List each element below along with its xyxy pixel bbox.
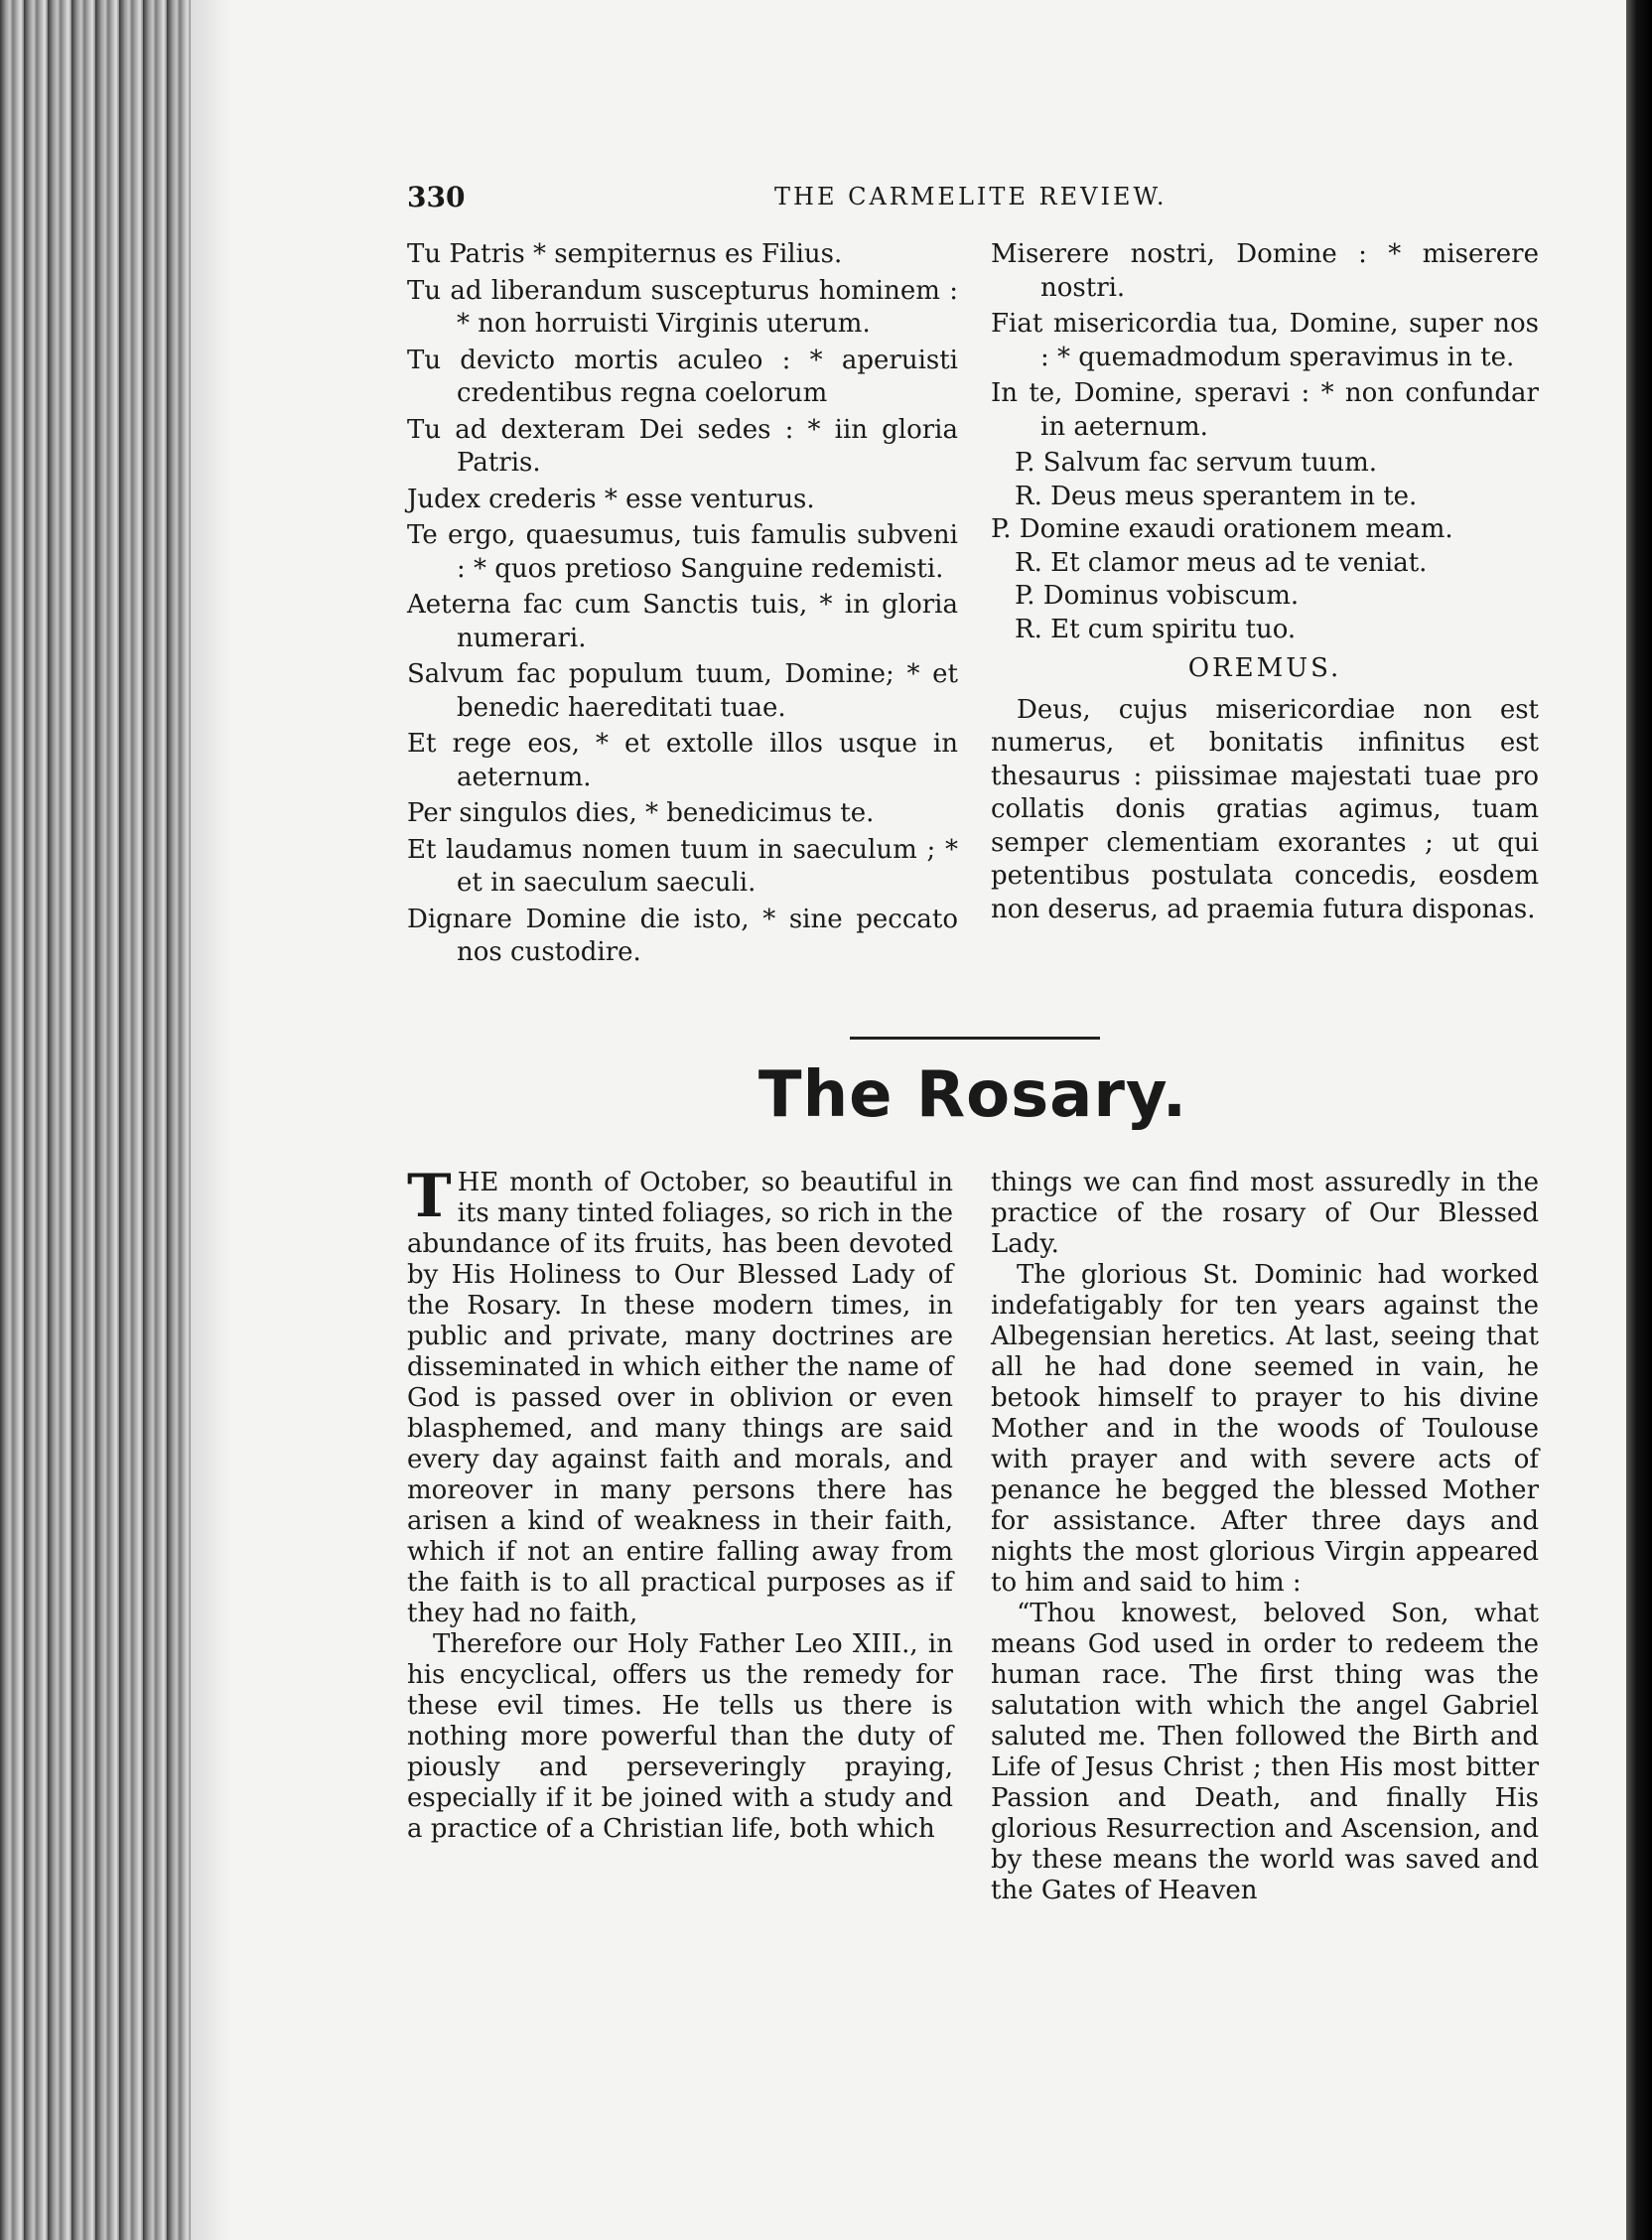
hymn-verse: Tu Patris * sempiternus es Filius. <box>407 239 843 269</box>
article-paragraph: Therefore our Holy Father Leo XIII., in his encyclical, offers us the remedy for these evil times. He tells us there is nothing more powerful than the duty of piously and perseveringly praying, especially if it be joined with a study and a practice of a Christian life, both which <box>407 1629 953 1844</box>
versicle-response: R. Deus meus sperantem in te. <box>1015 481 1418 511</box>
book-binding-edge <box>0 0 230 2240</box>
hymn-verse: Fiat misericordia tua, Domine, super nos : * quemadmodum speravimus in te. <box>991 309 1539 372</box>
hymn-verse: Dignare Domine die isto, * sine peccato nos custodire. <box>407 904 958 967</box>
article-paragraph <box>407 1162 953 1629</box>
versicle-response: P. Dominus vobiscum. <box>1015 581 1300 611</box>
hymn-verse: Tu devicto mortis aculeo : * aperuisti credentibus regna coelorum <box>407 345 958 408</box>
hymn-verse: Salvum fac populum tuum, Domine; * et benedic haereditati tuae. <box>407 659 958 723</box>
hymn-verse: Te ergo, quaesumus, tuis famulis subveni : * quos pretioso Sanguine redemisti. <box>407 520 958 584</box>
hymn-verse: Judex crederis * esse venturus. <box>407 484 815 514</box>
article-paragraph: things we can find most assuredly in the practice of the rosary of Our Blessed Lady. <box>991 1168 1539 1259</box>
article-right-column <box>991 1168 1539 1906</box>
running-head <box>407 181 1539 220</box>
page-right-edge <box>1626 0 1652 2240</box>
hymn-verse: Miserere nostri, Domine : * miserere nostri. <box>991 239 1539 303</box>
versicle-response: P. Domine exaudi orationem meam. <box>991 514 1453 544</box>
versicle-response: P. Salvum fac servum tuum. <box>1015 448 1378 478</box>
page-number: 330 <box>407 181 466 213</box>
hymn-verse: Tu ad liberandum suscepturus hominem : * non horruisti Virginis uterum. <box>407 275 958 339</box>
hymn-verse: Et laudamus nomen tuum in saeculum ; * et in saeculum saeculi. <box>407 834 958 898</box>
hymn-right-column <box>991 238 1539 926</box>
paragraph-text: HE month of October, so beautiful in its many tinted foliages, so rich in the abundance of its fruits, has been devoted by His Holiness to Our Blessed Lady of the Rosary. In these modern times, in public and private, many doctrines are disseminated in which either the name of God is passed over in oblivion or even blasphemed, and many things are said every day against faith and morals, and moreover in many persons there has arisen a kind of weakness in their faith, which if not an entire falling away from the faith is to all practical purposes as if they had no faith, <box>407 1168 953 1628</box>
versicle-response: R. Et clamor meus ad te veniat. <box>1015 547 1428 578</box>
hymn-left-column <box>407 238 958 973</box>
section-divider <box>850 1037 1100 1040</box>
article-paragraph: “Thou knowest, beloved Son, what means God used in order to redeem the human race. The first thing was the salutation with which the angel Gabriel saluted me. Then followed the Birth and Life of Jesus Christ ; then His most bitter Passion and Death, and finally His glorious Resurrection and Ascension, and by these means the world was saved and the Gates of Heaven <box>991 1599 1539 1905</box>
collect-prayer: Deus, cujus misericordiae non est numerus, et bonitatis infinitus est thesaurus : piissimae majestati tuae pro collatis donis gratias agimus, tuam semper clementiam exorantes ; ut qui petentibus postulata concedis, eosdem non deserus, ad praemia futura disponas. <box>991 694 1539 924</box>
article-title: The Rosary. <box>757 1058 1188 1132</box>
article-left-column <box>407 1162 953 1845</box>
hymn-verse: Et rege eos, * et extolle illos usque in aeternum. <box>407 729 958 792</box>
drop-cap: T <box>407 1162 452 1231</box>
article-paragraph: The glorious St. Dominic had worked indefatigably for ten years against the Albegensian heretics. At last, seeing that all he had done seemed in vain, he betook himself to prayer to his divine Mother and in the woods of Toulouse with prayer and with severe acts of penance he begged the blessed Mother for assistance. After three days and nights the most glorious Virgin appeared to him and said to him : <box>991 1260 1539 1598</box>
journal-title: THE CARMELITE REVIEW. <box>774 183 1168 210</box>
hymn-verse: In te, Domine, speravi : * non confundar in aeternum. <box>991 378 1539 442</box>
hymn-verse: Tu ad dexteram Dei sedes : * iin gloria Patris. <box>407 414 958 478</box>
versicle-response: R. Et cum spiritu tuo. <box>1015 614 1297 644</box>
oremus-heading: OREMUS. <box>1187 653 1342 683</box>
hymn-verse: Per singulos dies, * benedicimus te. <box>407 798 875 828</box>
hymn-verse: Aeterna fac cum Sanctis tuis, * in gloria numerari. <box>407 590 958 653</box>
